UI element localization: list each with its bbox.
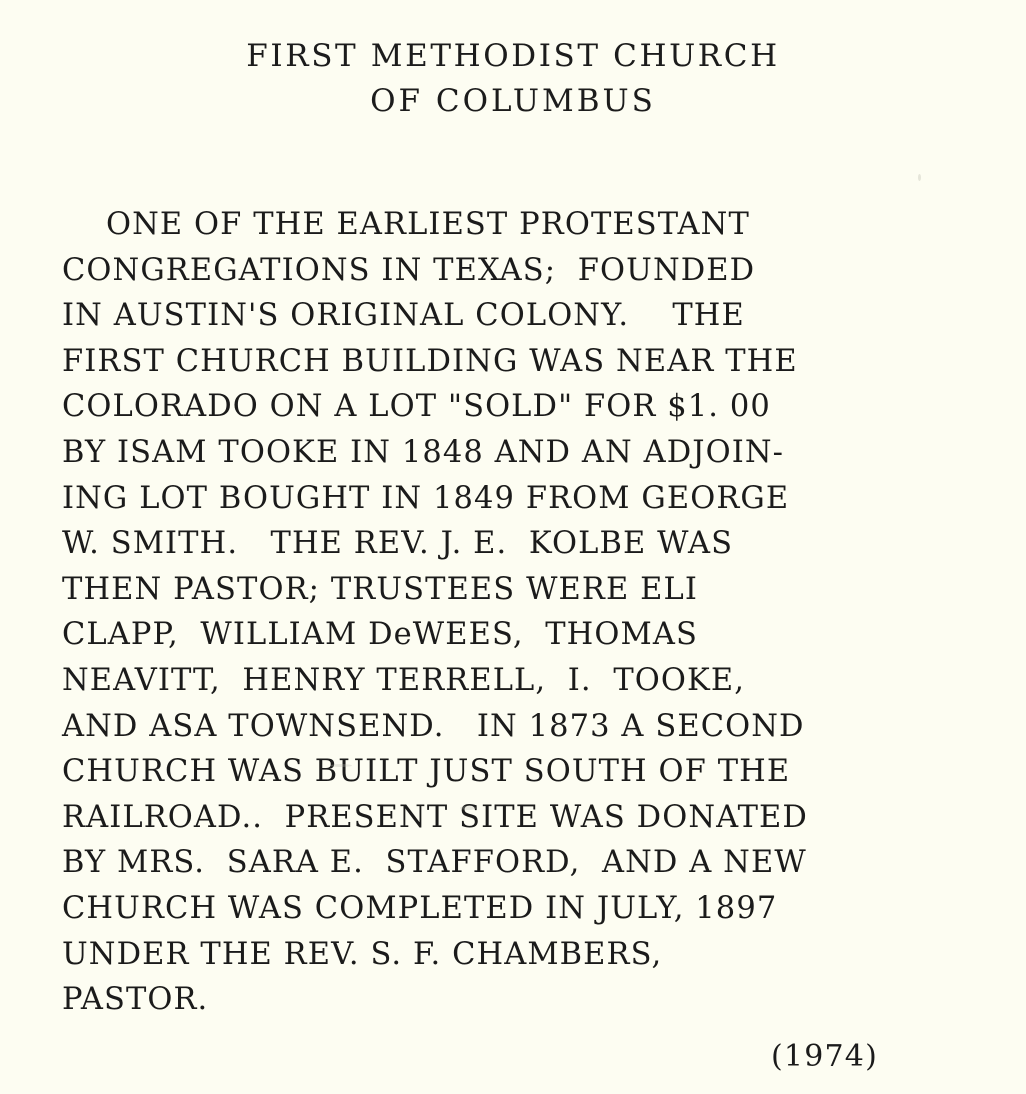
body-line: BY ISAM TOOKE IN 1848 AND AN ADJOIN- (62, 434, 785, 470)
body-line: ONE OF THE EARLIEST PROTESTANT (106, 207, 750, 242)
body-line: COLORADO ON A LOT "SOLD" FOR $1. 00 (62, 389, 771, 425)
body-line: W. SMITH. THE REV. J. E. KOLBE WAS (62, 526, 734, 562)
body-line: PASTOR. (62, 982, 209, 1018)
body-line: AND ASA TOWNSEND. IN 1873 A SECOND (62, 708, 805, 744)
body-line: THEN PASTOR; TRUSTEES WERE ELI (62, 571, 698, 607)
body-line: CHURCH WAS BUILT JUST SOUTH OF THE (62, 754, 791, 790)
body-line: RAILROAD.. PRESENT SITE WAS DONATED (62, 799, 808, 835)
plaque-title (0, 0, 1026, 124)
body-line: IN AUSTIN'S ORIGINAL COLONY. THE (62, 298, 745, 334)
title-line-2: OF COLUMBUS (370, 83, 656, 119)
scan-artifact-speck (330, 764, 352, 767)
body-line: FIRST CHURCH BUILDING WAS NEAR THE (62, 343, 798, 379)
body-line: BY MRS. SARA E. STAFFORD, AND A NEW (62, 845, 807, 881)
title-line-1: FIRST METHODIST CHURCH (246, 38, 780, 74)
scan-artifact-speck (918, 174, 921, 181)
body-line: NEAVITT, HENRY TERRELL, I. TOOKE, (62, 662, 746, 698)
body-line: ING LOT BOUGHT IN 1849 FROM GEORGE (62, 480, 790, 516)
plaque-body-text (0, 202, 1026, 1023)
body-line: UNDER THE REV. S. F. CHAMBERS, (62, 936, 663, 972)
plaque-date-note: (1974) (771, 1038, 878, 1074)
body-line: CLAPP, WILLIAM DeWEES, THOMAS (62, 617, 698, 653)
body-line: CHURCH WAS COMPLETED IN JULY, 1897 (62, 890, 778, 926)
body-line: CONGREGATIONS IN TEXAS; FOUNDED (62, 252, 756, 288)
scan-artifact-speck (460, 806, 476, 810)
